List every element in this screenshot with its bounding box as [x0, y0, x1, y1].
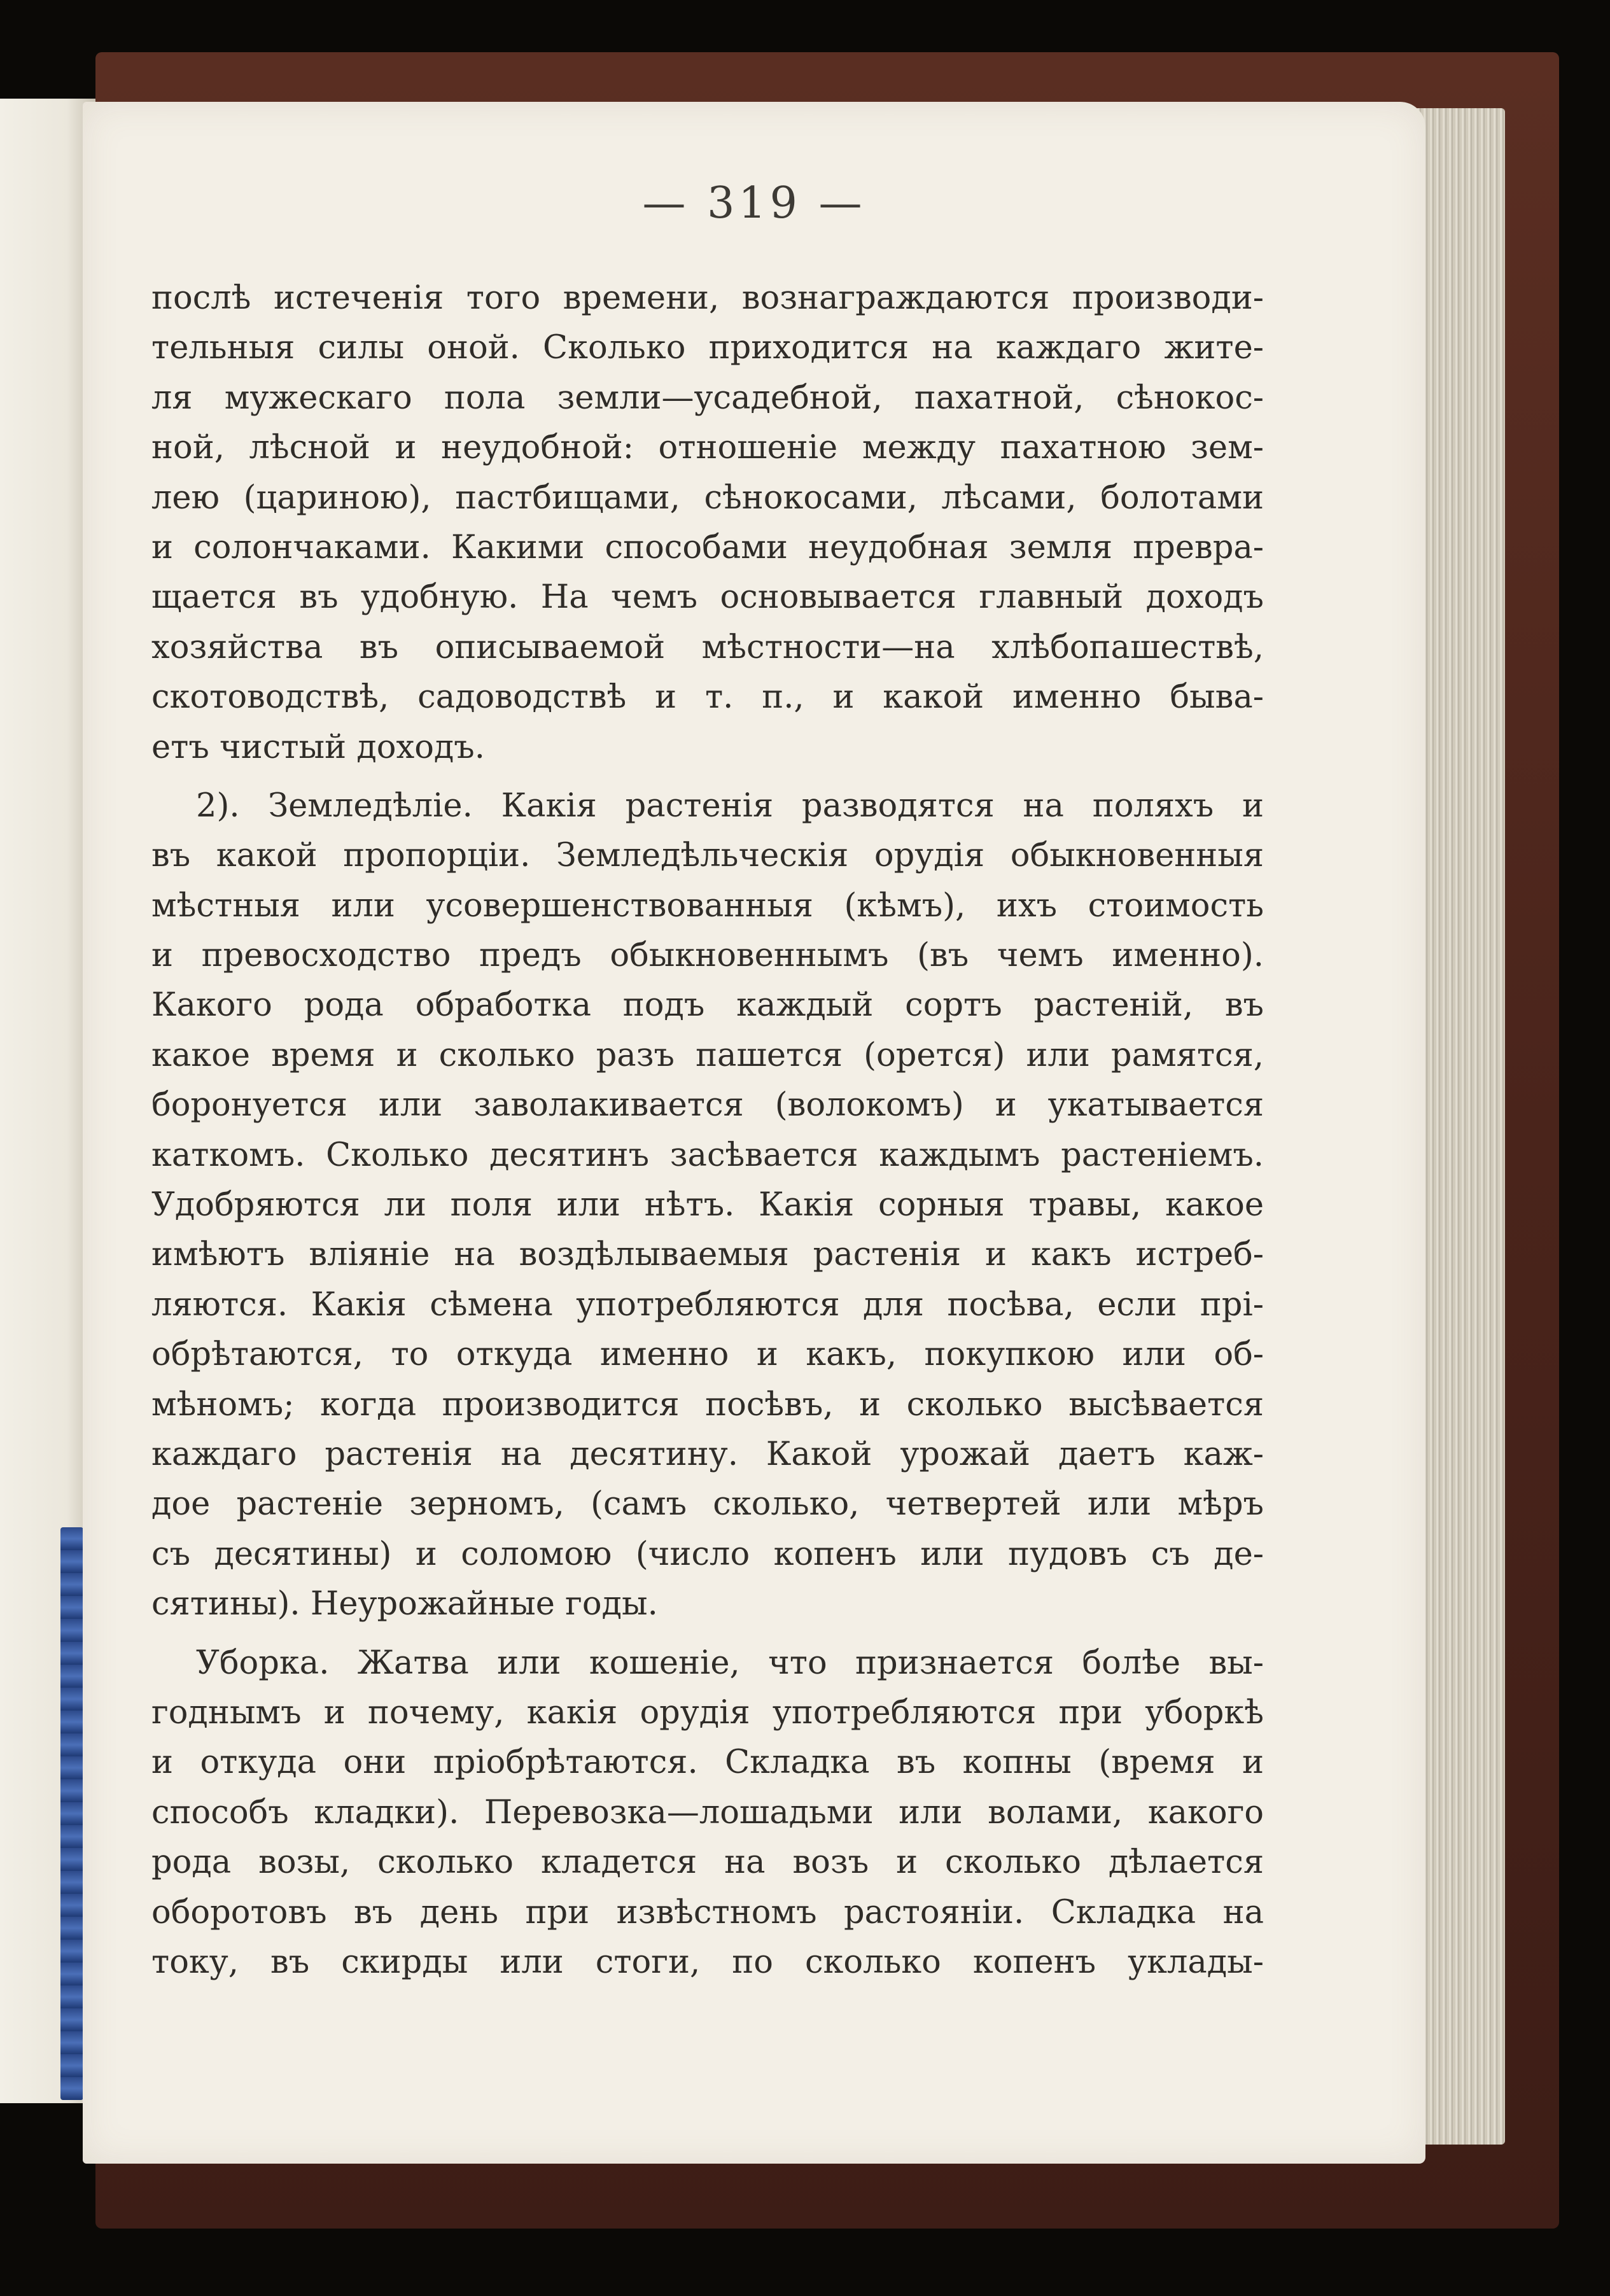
text-line: току, въ скирды или стоги, по сколько копенъ уклады-	[151, 1943, 1264, 1981]
text-line: и откуда они пріобрѣтаются. Складка въ копны (время и	[151, 1744, 1264, 1782]
text-line: скотоводствѣ, садоводствѣ и т. п., и какой именно быва-	[151, 678, 1264, 717]
bookmark-ribbon	[60, 1527, 83, 2100]
text-line: рода возы, сколько кладется на возъ и сколько дѣлается	[151, 1844, 1264, 1882]
paragraph	[151, 781, 1264, 1630]
text-line: Какого рода обработка подъ каждый сортъ растеній, въ	[151, 986, 1264, 1025]
text-line: лею (цариною), пастбищами, сѣнокосами, лѣсами, болотами	[151, 479, 1264, 517]
text-line: ляются. Какія сѣмена употребляются для посѣва, если прі-	[151, 1285, 1264, 1324]
text-line: Удобряются ли поля или нѣтъ. Какія сорныя травы, какое	[151, 1186, 1264, 1224]
text-line: оборотовъ въ день при извѣстномъ растояніи. Складка на	[151, 1893, 1264, 1931]
page-number: — 319 —	[642, 178, 866, 228]
text-line: имѣютъ вліяніе на воздѣлываемыя растенія и какъ истреб-	[151, 1236, 1264, 1274]
text-line: въ какой пропорціи. Земледѣльческія орудія обыкновенныя	[151, 837, 1264, 875]
text-line: хозяйства въ описываемой мѣстности—на хлѣбопашествѣ,	[151, 628, 1264, 666]
text-line: какое время и сколько разъ пашется (орется) или рамятся,	[151, 1036, 1264, 1074]
page-text	[151, 274, 1264, 1987]
text-line: способъ кладки). Перевозка—лошадьми или волами, какого	[151, 1793, 1264, 1831]
text-line: и солончаками. Какими способами неудобная земля превра-	[151, 528, 1264, 566]
text-line: мѣстныя или усовершенствованныя (кѣмъ), ихъ стоимость	[151, 886, 1264, 925]
text-line: 2). Земледѣліе. Какія растенія разводятся на поляхъ и	[196, 787, 1264, 825]
text-line: обрѣтаются, то откуда именно и какъ, покупкою или об-	[151, 1336, 1264, 1374]
text-line: и превосходство предъ обыкновеннымъ (въ чемъ именно).	[151, 937, 1264, 975]
text-line: съ десятины) и соломою (число копенъ или пудовъ съ де-	[151, 1535, 1264, 1573]
text-line: каждаго растенія на десятину. Какой урожай даетъ каж-	[151, 1435, 1264, 1473]
text-line: ля мужескаго пола земли—усадебной, пахатной, сѣнокос-	[151, 379, 1264, 417]
text-line: дое растеніе зерномъ, (самъ сколько, четвертей или мѣръ	[151, 1485, 1264, 1523]
text-line: мѣномъ; когда производится посѣвъ, и сколько высѣвается	[151, 1385, 1264, 1424]
text-line: послѣ истеченія того времени, вознаграждаются производи-	[151, 279, 1264, 317]
text-line: Уборка. Жатва или кошеніе, что признается болѣе вы-	[196, 1644, 1264, 1682]
text-line: каткомъ. Сколько десятинъ засѣвается каждымъ растеніемъ.	[151, 1136, 1264, 1174]
text-line: годнымъ и почему, какія орудія употребляются при уборкѣ	[151, 1693, 1264, 1732]
page-stack-edges	[1416, 108, 1505, 2145]
text-line: боронуется или заволакивается (волокомъ) и укатывается	[151, 1086, 1264, 1124]
paragraph	[151, 1639, 1264, 1988]
text-line: щается въ удобную. На чемъ основывается главный доходъ	[151, 578, 1264, 617]
text-line: сятины). Неурожайные годы.	[151, 1585, 658, 1623]
text-line: етъ чистый доходъ.	[151, 728, 485, 766]
text-line: ной, лѣсной и неудобной: отношеніе между пахатною зем-	[151, 429, 1264, 467]
text-line: тельныя силы оной. Сколько приходится на каждаго жите-	[151, 329, 1264, 367]
paragraph	[151, 274, 1264, 773]
